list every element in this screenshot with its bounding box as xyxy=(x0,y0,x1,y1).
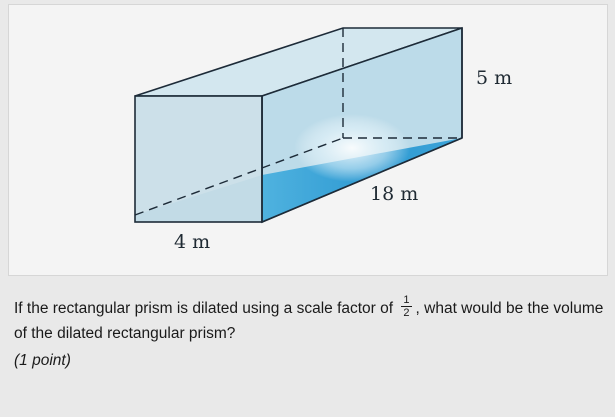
question-text-before: If the rectangular prism is dilated using a scale factor of xyxy=(14,300,394,317)
width-label: 4 m xyxy=(174,231,211,253)
question-text xyxy=(14,296,604,346)
question-text-after: , what would be the volume of the dilated rectangular prism? xyxy=(14,300,604,343)
height-label: 5 m xyxy=(476,67,513,89)
length-label: 18 m xyxy=(370,183,419,205)
fraction-numerator: 1 xyxy=(403,294,410,307)
fraction-denominator: 2 xyxy=(403,307,410,320)
points-label: (1 point) xyxy=(14,352,71,369)
scale-factor-fraction xyxy=(401,294,411,319)
light-glare xyxy=(294,114,410,182)
prism-front-face xyxy=(135,96,262,222)
